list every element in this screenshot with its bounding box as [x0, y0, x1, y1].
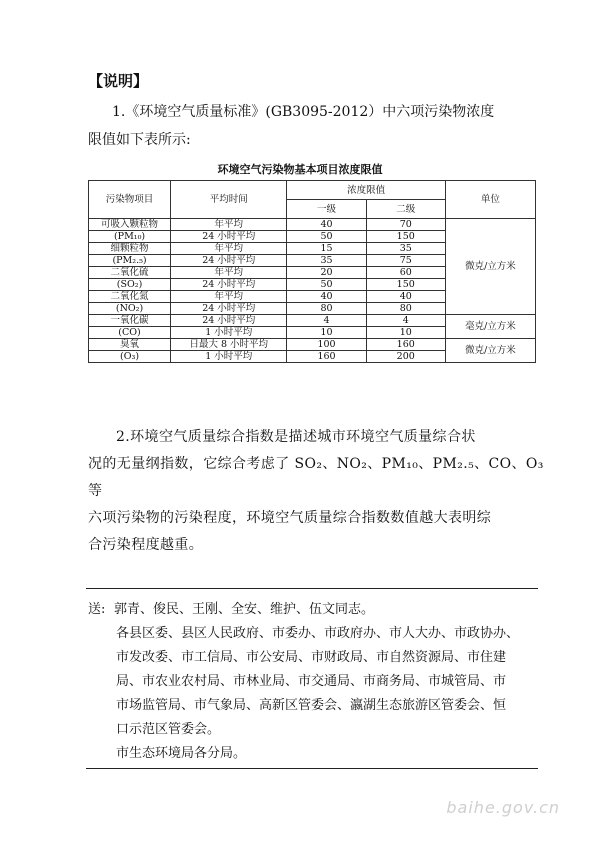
- period-cell: 24 小时平均: [171, 303, 287, 315]
- distribution-line: 郭青、俊民、王刚、全安、维护、伍文同志。: [114, 602, 375, 617]
- unit-cell-ug-o3: 微克/立方米: [445, 339, 535, 363]
- table-row: [89, 315, 536, 327]
- level-2-cell: 150: [366, 279, 445, 291]
- period-cell: 24 小时平均: [171, 315, 287, 327]
- distribution-line: 口示范区管委会。: [116, 722, 221, 737]
- level-1-cell: 10: [287, 327, 366, 339]
- level-1-cell: 50: [287, 231, 366, 243]
- level-1-cell: 15: [287, 243, 366, 255]
- level-1-cell: 160: [287, 351, 366, 363]
- divider-top: [86, 588, 538, 589]
- period-cell: 日最大 8 小时平均: [171, 339, 287, 351]
- period-cell: 年平均: [171, 291, 287, 303]
- note-1-line-1: 1.《环境空气质量标准》(GB3095-2012）中六项污染物浓度: [112, 104, 495, 120]
- level-2-cell: 60: [366, 267, 445, 279]
- pollutant-formula: (O₃): [89, 351, 171, 363]
- level-1-cell: 20: [287, 267, 366, 279]
- pollutant-name: 二氧化氮: [89, 291, 171, 303]
- period-cell: 年平均: [171, 267, 287, 279]
- header-limit: 浓度限值: [287, 181, 445, 200]
- level-2-cell: 200: [366, 351, 445, 363]
- distribution-line: 局、市农业农村局、市林业局、市交通局、市商务局、市城管局、市: [116, 674, 507, 689]
- table-title: 环境空气污染物基本项目浓度限值: [217, 163, 383, 176]
- divider-bottom: [86, 768, 538, 769]
- period-cell: 1 小时平均: [171, 351, 287, 363]
- note-2-line-1: 2.环境空气质量综合指数是描述城市环境空气质量综合状: [116, 429, 476, 445]
- note-paragraph-1: [88, 98, 548, 154]
- period-cell: 1 小时平均: [171, 327, 287, 339]
- header-unit: 单位: [445, 181, 535, 219]
- period-cell: 年平均: [171, 243, 287, 255]
- level-1-cell: 100: [287, 339, 366, 351]
- period-cell: 24 小时平均: [171, 231, 287, 243]
- pollutant-name: 二氧化硫: [89, 267, 171, 279]
- distribution-list: [88, 598, 543, 766]
- header-period: 平均时间: [171, 181, 287, 219]
- header-level-2: 二级: [366, 200, 445, 219]
- level-2-cell: 160: [366, 339, 445, 351]
- section-heading: 【说明】: [88, 72, 149, 90]
- pollutant-name: 细颗粒物: [89, 243, 171, 255]
- table-row: [89, 339, 536, 351]
- distribution-line: 各县区委、县区人民政府、市委办、市政府办、市人大办、市政协办、: [116, 626, 520, 641]
- note-2-line-4: 合污染程度越重。: [88, 537, 204, 553]
- note-2-line-2: 况的无量纲指数，它综合考虑了 SO₂、NO₂、PM₁₀、PM₂.₅、CO、O₃等: [88, 456, 544, 499]
- level-2-cell: 40: [366, 291, 445, 303]
- header-pollutant: 污染物项目: [89, 181, 171, 219]
- level-1-cell: 40: [287, 219, 366, 231]
- level-1-cell: 40: [287, 291, 366, 303]
- header-level-1: 一级: [287, 200, 366, 219]
- pollutant-formula: (NO₂): [89, 303, 171, 315]
- note-1-line-2: 限值如下表所示:: [88, 132, 191, 148]
- pollutant-name: 一氧化碳: [89, 315, 171, 327]
- unit-cell-mg: 毫克/立方米: [445, 315, 535, 339]
- table-row: [89, 219, 536, 231]
- watermark: baihe.gov.cn: [446, 798, 560, 817]
- level-1-cell: 4: [287, 315, 366, 327]
- distribution-line: 市场监管局、市气象局、高新区管委会、瀛湖生态旅游区管委会、恒: [116, 698, 507, 713]
- period-cell: 24 小时平均: [171, 279, 287, 291]
- period-cell: 年平均: [171, 219, 287, 231]
- level-1-cell: 80: [287, 303, 366, 315]
- pollutant-formula: (CO): [89, 327, 171, 339]
- level-2-cell: 75: [366, 255, 445, 267]
- pollutant-formula: (PM₂.₅): [89, 255, 171, 267]
- pollutant-name: 可吸入颗粒物: [89, 219, 171, 231]
- note-paragraph-2: [88, 424, 548, 559]
- pollutant-formula: (PM₁₀): [89, 231, 171, 243]
- level-2-cell: 35: [366, 243, 445, 255]
- level-2-cell: 10: [366, 327, 445, 339]
- level-2-cell: 70: [366, 219, 445, 231]
- period-cell: 24 小时平均: [171, 255, 287, 267]
- level-2-cell: 150: [366, 231, 445, 243]
- distribution-label: 送:: [88, 602, 106, 617]
- pollutant-limits-table: [88, 180, 536, 363]
- level-1-cell: 50: [287, 279, 366, 291]
- level-2-cell: 80: [366, 303, 445, 315]
- unit-cell-ug: 微克/立方米: [445, 219, 535, 315]
- pollutant-formula: (SO₂): [89, 279, 171, 291]
- distribution-line: 市发改委、市工信局、市公安局、市财政局、市自然资源局、市住建: [116, 650, 507, 665]
- note-2-line-3: 六项污染物的污染程度，环境空气质量综合指数数值越大表明综: [88, 510, 492, 526]
- pollutant-name: 臭氧: [89, 339, 171, 351]
- level-1-cell: 35: [287, 255, 366, 267]
- distribution-line: 市生态环境局各分局。: [116, 746, 247, 761]
- level-2-cell: 4: [366, 315, 445, 327]
